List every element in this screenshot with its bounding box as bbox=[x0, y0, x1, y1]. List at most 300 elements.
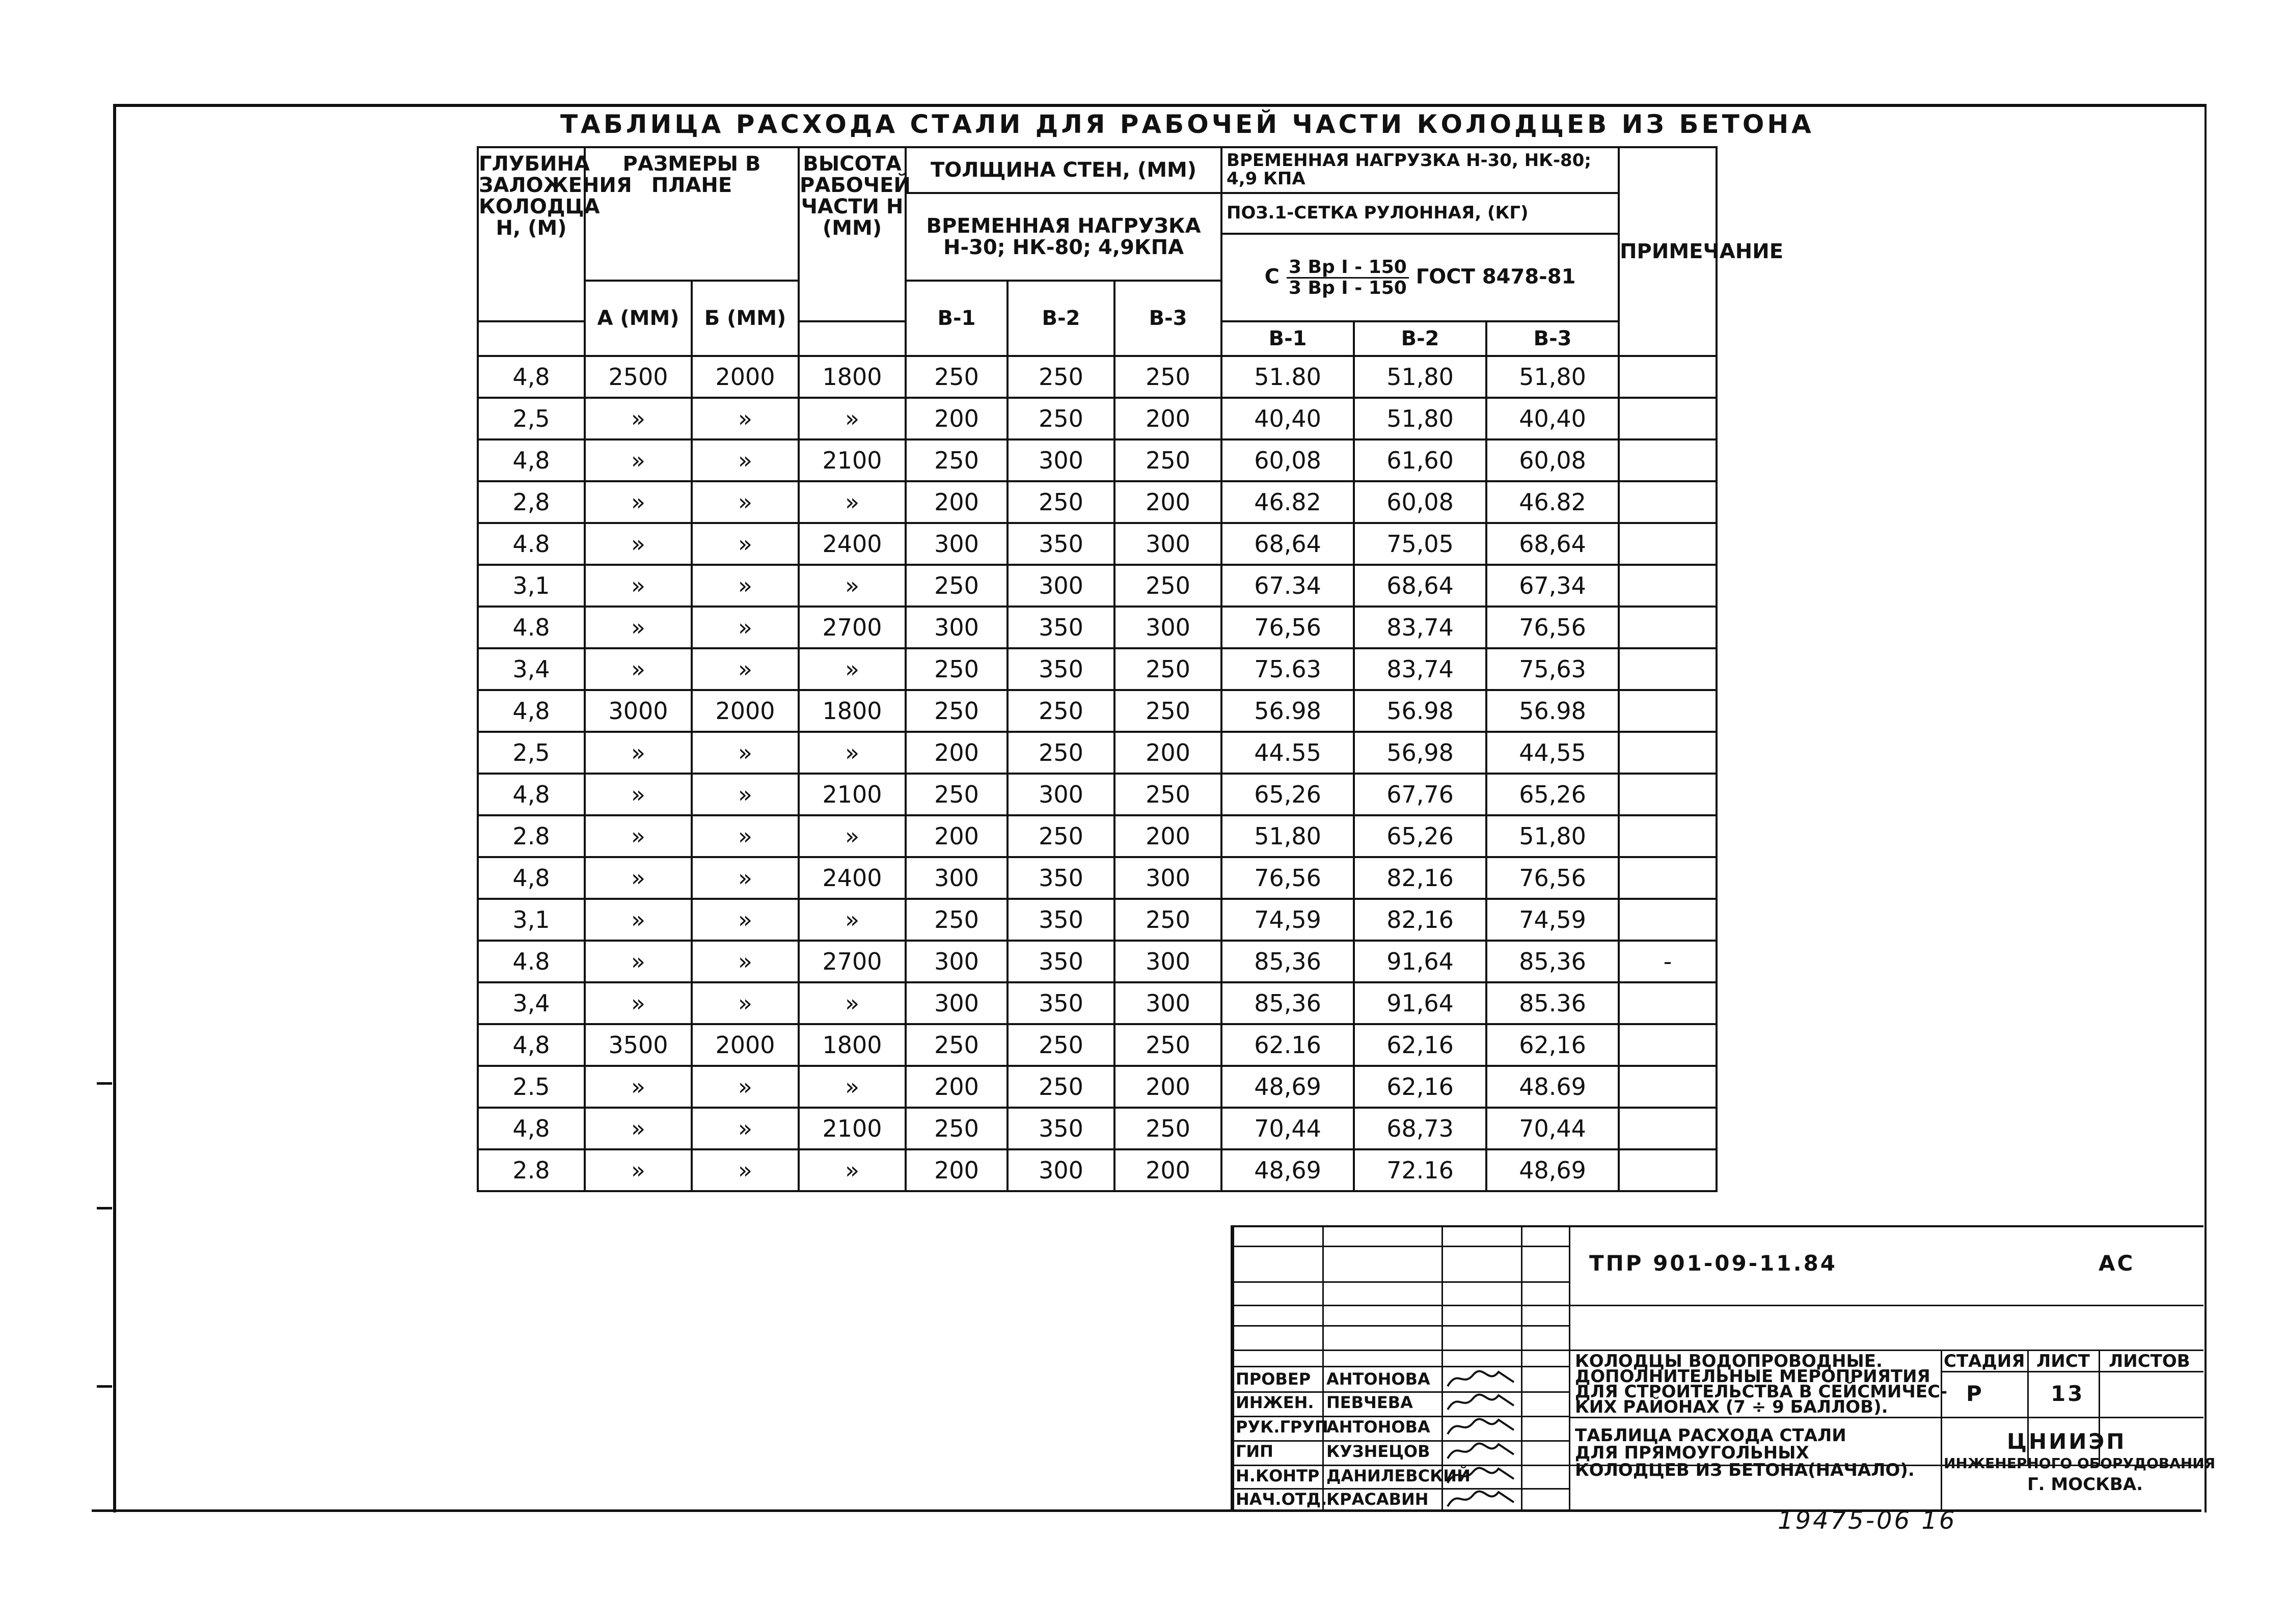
table-cell: 250 bbox=[1008, 690, 1114, 732]
table-cell: 250 bbox=[1008, 1066, 1114, 1108]
table-cell: 1800 bbox=[799, 690, 906, 732]
table-cell: 2400 bbox=[799, 523, 906, 565]
table-cell: 4.8 bbox=[478, 523, 585, 565]
table-cell: » bbox=[692, 1149, 799, 1191]
table-cell: 250 bbox=[906, 1108, 1008, 1149]
table-cell: 91,64 bbox=[1354, 941, 1486, 982]
handwritten-signature bbox=[1443, 1487, 1519, 1509]
table-cell: 2,5 bbox=[478, 398, 585, 439]
header-mesh: ПОЗ.1-СЕТКА РУЛОННАЯ, (КГ) bbox=[1221, 193, 1619, 234]
table-row bbox=[478, 857, 1717, 899]
table-cell: 74,59 bbox=[1221, 899, 1354, 941]
table-cell: 250 bbox=[1008, 398, 1114, 439]
table-cell: 200 bbox=[1114, 1149, 1221, 1191]
table-cell: 250 bbox=[1008, 356, 1114, 398]
table-cell: 3,4 bbox=[478, 982, 585, 1024]
table-cell: 250 bbox=[1008, 481, 1114, 523]
table-cell: 200 bbox=[1114, 815, 1221, 857]
table-cell: 350 bbox=[1008, 648, 1114, 690]
table-cell: 300 bbox=[1008, 439, 1114, 481]
table-cell: 56,98 bbox=[1354, 732, 1486, 774]
table-cell: 2000 bbox=[692, 356, 799, 398]
table-cell: 4,8 bbox=[478, 774, 585, 815]
signature-name: АНТОНОВА bbox=[1326, 1369, 1430, 1389]
table-cell: 56.98 bbox=[1486, 690, 1619, 732]
table-cell bbox=[1619, 1024, 1717, 1066]
table-cell: 60,08 bbox=[1486, 439, 1619, 481]
header-a: А (ММ) bbox=[585, 281, 692, 356]
table-cell: 2.5 bbox=[478, 1066, 585, 1108]
table-cell: 85,36 bbox=[1221, 941, 1354, 982]
table-cell: 200 bbox=[906, 732, 1008, 774]
table-cell: 250 bbox=[1114, 356, 1221, 398]
header-sizes: РАЗМЕРЫ В ПЛАНЕ bbox=[585, 147, 799, 281]
margin-tick bbox=[97, 1385, 112, 1388]
sheet-title-1: ТАБЛИЦА РАСХОДА СТАЛИ bbox=[1575, 1425, 1846, 1446]
table-cell: 250 bbox=[1114, 648, 1221, 690]
table-cell: » bbox=[692, 1108, 799, 1149]
table-cell: » bbox=[585, 607, 692, 648]
signature-role: ГИП bbox=[1236, 1442, 1273, 1461]
table-cell: 350 bbox=[1008, 982, 1114, 1024]
table-cell: 2700 bbox=[799, 607, 906, 648]
table-cell: 85.36 bbox=[1486, 982, 1619, 1024]
table-cell: 75,63 bbox=[1486, 648, 1619, 690]
table-cell: 74,59 bbox=[1486, 899, 1619, 941]
table-cell: 60,08 bbox=[1354, 481, 1486, 523]
table-cell: 200 bbox=[906, 815, 1008, 857]
table-cell bbox=[1619, 815, 1717, 857]
table-cell: » bbox=[799, 815, 906, 857]
table-cell: 2500 bbox=[585, 356, 692, 398]
table-cell: » bbox=[692, 398, 799, 439]
table-cell: 48.69 bbox=[1486, 1066, 1619, 1108]
table-cell: 4,8 bbox=[478, 690, 585, 732]
table-cell bbox=[1619, 648, 1717, 690]
header-mesh-b1: В-1 bbox=[1221, 321, 1354, 356]
table-row bbox=[478, 523, 1717, 565]
table-cell: 250 bbox=[906, 690, 1008, 732]
header-depth: ГЛУБИНА ЗАЛОЖЕНИЯ КОЛОДЦА Н, (М) bbox=[478, 147, 585, 321]
table-cell bbox=[1619, 565, 1717, 607]
table-cell: » bbox=[692, 899, 799, 941]
table-cell bbox=[1619, 690, 1717, 732]
table-cell: » bbox=[585, 481, 692, 523]
table-cell: 62,16 bbox=[1354, 1066, 1486, 1108]
table-cell: 62,16 bbox=[1354, 1024, 1486, 1066]
table-cell: 250 bbox=[1114, 774, 1221, 815]
table-cell: » bbox=[585, 899, 692, 941]
table-cell: 200 bbox=[906, 1066, 1008, 1108]
signature-role: РУК.ГРУП bbox=[1236, 1417, 1328, 1437]
table-cell bbox=[1619, 1066, 1717, 1108]
table-cell: 40,40 bbox=[1486, 398, 1619, 439]
table-cell: 250 bbox=[906, 439, 1008, 481]
table-cell: 200 bbox=[906, 1149, 1008, 1191]
table-cell bbox=[1619, 607, 1717, 648]
table-cell: » bbox=[799, 481, 906, 523]
table-cell: 250 bbox=[906, 774, 1008, 815]
table-cell: » bbox=[585, 1066, 692, 1108]
table-cell: 350 bbox=[1008, 941, 1114, 982]
table-cell: 3,1 bbox=[478, 565, 585, 607]
table-cell: 60,08 bbox=[1221, 439, 1354, 481]
table-cell: 83,74 bbox=[1354, 648, 1486, 690]
table-row bbox=[478, 1108, 1717, 1149]
table-cell: 200 bbox=[1114, 732, 1221, 774]
header-note: ПРИМЕЧАНИЕ bbox=[1619, 147, 1717, 356]
table-cell: » bbox=[799, 982, 906, 1024]
table-cell: 82,16 bbox=[1354, 899, 1486, 941]
table-cell bbox=[1619, 1149, 1717, 1191]
header-wall-b1: В-1 bbox=[906, 281, 1008, 356]
table-cell: 48,69 bbox=[1221, 1149, 1354, 1191]
table-cell: » bbox=[799, 1149, 906, 1191]
header-walls-load: ВРЕМЕННАЯ НАГРУЗКА Н-30; НК-80; 4,9КПА bbox=[906, 193, 1221, 281]
table-cell: » bbox=[585, 565, 692, 607]
table-cell: 300 bbox=[1114, 523, 1221, 565]
table-cell: 85,36 bbox=[1221, 982, 1354, 1024]
table-cell: » bbox=[692, 648, 799, 690]
table-row bbox=[478, 1024, 1717, 1066]
document-number: 19475-06 16 bbox=[1778, 1506, 1957, 1535]
table-cell: 300 bbox=[906, 941, 1008, 982]
table-cell bbox=[1619, 481, 1717, 523]
signature-name: ДАНИЛЕВСКИЙ bbox=[1326, 1466, 1471, 1485]
table-cell: 2000 bbox=[692, 690, 799, 732]
table-cell: 250 bbox=[1114, 439, 1221, 481]
margin-tick bbox=[97, 1082, 112, 1085]
table-cell: » bbox=[692, 857, 799, 899]
table-row bbox=[478, 690, 1717, 732]
table-cell: 250 bbox=[906, 356, 1008, 398]
table-cell: 350 bbox=[1008, 523, 1114, 565]
signature-role: ПРОВЕР bbox=[1236, 1369, 1311, 1389]
table-cell: » bbox=[692, 565, 799, 607]
table-cell: 250 bbox=[1008, 815, 1114, 857]
signature-role: ИНЖЕН. bbox=[1236, 1393, 1314, 1412]
table-cell: 250 bbox=[906, 899, 1008, 941]
table-cell: 250 bbox=[1114, 1024, 1221, 1066]
table-cell: 4.8 bbox=[478, 607, 585, 648]
table-row bbox=[478, 481, 1717, 523]
handwritten-signature bbox=[1443, 1367, 1519, 1389]
table-cell: 300 bbox=[1114, 982, 1221, 1024]
table-cell: 4,8 bbox=[478, 356, 585, 398]
header-height-lower bbox=[799, 321, 906, 356]
table-cell: 350 bbox=[1008, 1108, 1114, 1149]
table-cell: 2400 bbox=[799, 857, 906, 899]
table-cell: 65,26 bbox=[1486, 774, 1619, 815]
list-label: ЛИСТ bbox=[2036, 1351, 2090, 1371]
table-cell: 250 bbox=[1114, 690, 1221, 732]
sheet-title-3: КОЛОДЦЕВ ИЗ БЕТОНА(НАЧАЛО). bbox=[1575, 1460, 1915, 1480]
table-cell bbox=[1619, 439, 1717, 481]
table-cell: 44.55 bbox=[1221, 732, 1354, 774]
table-cell: 76,56 bbox=[1221, 607, 1354, 648]
table-cell: 250 bbox=[1114, 899, 1221, 941]
table-cell: » bbox=[799, 732, 906, 774]
table-cell: 300 bbox=[1008, 774, 1114, 815]
table-cell: 51,80 bbox=[1221, 815, 1354, 857]
table-cell: 48,69 bbox=[1486, 1149, 1619, 1191]
table-cell: » bbox=[799, 565, 906, 607]
table-cell: 2.8 bbox=[478, 1149, 585, 1191]
table-cell: 250 bbox=[906, 565, 1008, 607]
table-cell: 2.8 bbox=[478, 815, 585, 857]
table-cell: 250 bbox=[1008, 1024, 1114, 1066]
table-cell: 65,26 bbox=[1354, 815, 1486, 857]
table-cell: 200 bbox=[1114, 398, 1221, 439]
table-cell: 46.82 bbox=[1486, 481, 1619, 523]
table-cell: 51,80 bbox=[1354, 356, 1486, 398]
table-cell: » bbox=[799, 1066, 906, 1108]
header-wall-b2: В-2 bbox=[1008, 281, 1114, 356]
table-cell bbox=[1619, 1108, 1717, 1149]
table-cell: 3,4 bbox=[478, 648, 585, 690]
list-value: 13 bbox=[2051, 1381, 2085, 1406]
table-cell: 2,5 bbox=[478, 732, 585, 774]
table-cell: 62,16 bbox=[1486, 1024, 1619, 1066]
table-cell: 2100 bbox=[799, 1108, 906, 1149]
table-cell bbox=[1619, 899, 1717, 941]
table-cell: » bbox=[585, 648, 692, 690]
table-cell: » bbox=[799, 648, 906, 690]
table-cell: 85,36 bbox=[1486, 941, 1619, 982]
table-cell: 250 bbox=[1114, 1108, 1221, 1149]
signature-name: АНТОНОВА bbox=[1326, 1417, 1430, 1437]
header-walls: ТОЛЩИНА СТЕН, (ММ) bbox=[906, 147, 1221, 193]
org-name: ЦНИИЭП bbox=[2007, 1429, 2127, 1454]
table-cell: 300 bbox=[1114, 941, 1221, 982]
formula-gost: ГОСТ 8478-81 bbox=[1416, 265, 1576, 288]
table-cell: » bbox=[585, 774, 692, 815]
table-row bbox=[478, 356, 1717, 398]
table-row bbox=[478, 607, 1717, 648]
table-cell: 300 bbox=[906, 523, 1008, 565]
table-row bbox=[478, 398, 1717, 439]
table-cell: 68,64 bbox=[1354, 565, 1486, 607]
desc-line-1: КОЛОДЦЫ ВОДОПРОВОДНЫЕ. bbox=[1575, 1351, 1883, 1371]
handwritten-signature bbox=[1443, 1439, 1519, 1462]
table-cell: 4,8 bbox=[478, 1108, 585, 1149]
table-cell bbox=[1619, 732, 1717, 774]
table-cell: » bbox=[585, 941, 692, 982]
table-cell bbox=[1619, 774, 1717, 815]
table-cell: » bbox=[585, 398, 692, 439]
table-cell: 51,80 bbox=[1486, 356, 1619, 398]
header-wall-b3: В-3 bbox=[1114, 281, 1221, 356]
table-cell: 300 bbox=[1008, 565, 1114, 607]
signature-name: КРАСАВИН bbox=[1326, 1490, 1429, 1509]
table-cell: » bbox=[692, 607, 799, 648]
handwritten-signature bbox=[1443, 1390, 1519, 1413]
table-cell: 51,80 bbox=[1354, 398, 1486, 439]
drawing-mark: АС bbox=[2099, 1251, 2135, 1276]
table-cell: » bbox=[585, 439, 692, 481]
table-cell: 300 bbox=[1114, 607, 1221, 648]
table-cell: 250 bbox=[906, 1024, 1008, 1066]
table-cell: 76,56 bbox=[1221, 857, 1354, 899]
table-cell: 3,1 bbox=[478, 899, 585, 941]
table-cell: 44,55 bbox=[1486, 732, 1619, 774]
header-load: ВРЕМЕННАЯ НАГРУЗКА Н-30, НК-80; 4,9 КПА bbox=[1221, 147, 1619, 193]
org-dept: ИНЖЕНЕРНОГО ОБОРУДОВАНИЯ bbox=[1944, 1455, 2216, 1472]
handwritten-signature bbox=[1443, 1464, 1519, 1486]
stage-value: Р bbox=[1966, 1381, 1984, 1406]
table-cell: 40,40 bbox=[1221, 398, 1354, 439]
table-cell: 65,26 bbox=[1221, 774, 1354, 815]
table-cell: 300 bbox=[1114, 857, 1221, 899]
table-row bbox=[478, 815, 1717, 857]
signature-name: КУЗНЕЦОВ bbox=[1326, 1442, 1430, 1461]
table-row bbox=[478, 732, 1717, 774]
table-cell: 67,76 bbox=[1354, 774, 1486, 815]
table-cell: 67,34 bbox=[1486, 565, 1619, 607]
desc-line-4: КИХ РАЙОНАХ (7 ÷ 9 БАЛЛОВ). bbox=[1575, 1397, 1888, 1417]
table-cell: 1800 bbox=[799, 1024, 906, 1066]
table-cell: 250 bbox=[1114, 565, 1221, 607]
table-cell: » bbox=[692, 732, 799, 774]
table-cell bbox=[1619, 356, 1717, 398]
table-cell bbox=[1619, 982, 1717, 1024]
table-cell: » bbox=[799, 398, 906, 439]
table-cell: 70,44 bbox=[1486, 1108, 1619, 1149]
table-cell: » bbox=[692, 481, 799, 523]
table-cell: 51.80 bbox=[1221, 356, 1354, 398]
table-cell: 3500 bbox=[585, 1024, 692, 1066]
table-cell: 300 bbox=[1008, 1149, 1114, 1191]
lists-label: ЛИСТОВ bbox=[2109, 1351, 2190, 1371]
table-cell: 76,56 bbox=[1486, 857, 1619, 899]
table-cell: 2700 bbox=[799, 941, 906, 982]
sheet-title-2: ДЛЯ ПРЯМОУГОЛЬНЫХ bbox=[1575, 1443, 1809, 1463]
table-cell: » bbox=[799, 899, 906, 941]
table-cell: 2100 bbox=[799, 774, 906, 815]
stage-label: СТАДИЯ bbox=[1944, 1351, 2025, 1371]
table-row bbox=[478, 565, 1717, 607]
table-cell bbox=[1619, 398, 1717, 439]
table-cell: - bbox=[1619, 941, 1717, 982]
table-cell: 72.16 bbox=[1354, 1149, 1486, 1191]
table-cell: 350 bbox=[1008, 607, 1114, 648]
table-row bbox=[478, 774, 1717, 815]
handwritten-signature bbox=[1443, 1415, 1519, 1437]
header-height: ВЫСОТА РАБОЧЕЙ ЧАСТИ Н (ММ) bbox=[799, 147, 906, 321]
table-cell: 250 bbox=[906, 648, 1008, 690]
table-row bbox=[478, 899, 1717, 941]
table-cell: 68,64 bbox=[1486, 523, 1619, 565]
org-city: Г. МОСКВА. bbox=[2027, 1474, 2143, 1495]
table-cell: » bbox=[692, 523, 799, 565]
table-cell: 2,8 bbox=[478, 481, 585, 523]
table-cell: » bbox=[692, 982, 799, 1024]
table-cell: 200 bbox=[906, 481, 1008, 523]
table-cell: 200 bbox=[1114, 481, 1221, 523]
table-cell: 4,8 bbox=[478, 1024, 585, 1066]
table-cell: » bbox=[692, 815, 799, 857]
title-block bbox=[1231, 1225, 2216, 1511]
table-row bbox=[478, 941, 1717, 982]
table-body bbox=[478, 356, 1717, 1191]
table-cell: 75.63 bbox=[1221, 648, 1354, 690]
table-cell: 56.98 bbox=[1221, 690, 1354, 732]
table-cell: » bbox=[692, 941, 799, 982]
margin-tick bbox=[97, 1207, 112, 1209]
formula-prefix: С bbox=[1264, 265, 1280, 288]
table-cell: 76,56 bbox=[1486, 607, 1619, 648]
table-cell: 75,05 bbox=[1354, 523, 1486, 565]
table-cell: 67.34 bbox=[1221, 565, 1354, 607]
table-cell bbox=[1619, 523, 1717, 565]
header-mesh-b2: В-2 bbox=[1354, 321, 1486, 356]
table-row bbox=[478, 1066, 1717, 1108]
table-cell: 250 bbox=[1008, 732, 1114, 774]
table-cell: » bbox=[692, 774, 799, 815]
table-cell: 83,74 bbox=[1354, 607, 1486, 648]
table-cell: 56.98 bbox=[1354, 690, 1486, 732]
table-cell: 70,44 bbox=[1221, 1108, 1354, 1149]
table-cell: » bbox=[585, 815, 692, 857]
signature-role: НАЧ.ОТД. bbox=[1236, 1490, 1327, 1509]
table-row bbox=[478, 648, 1717, 690]
table-title: ТАБЛИЦА РАСХОДА СТАЛИ ДЛЯ РАБОЧЕЙ ЧАСТИ КОЛОДЦЕВ ИЗ БЕТОНА bbox=[560, 109, 1814, 139]
table-cell: 62.16 bbox=[1221, 1024, 1354, 1066]
header-mesh-b3: В-3 bbox=[1486, 321, 1619, 356]
table-cell: » bbox=[585, 982, 692, 1024]
signature-name: ПЕВЧЕВА bbox=[1326, 1393, 1413, 1412]
desc-line-2: ДОПОЛНИТЕЛЬНЫЕ МЕРОПРИЯТИЯ bbox=[1575, 1366, 1930, 1387]
table-cell: » bbox=[585, 857, 692, 899]
table-cell: 4,8 bbox=[478, 857, 585, 899]
table-cell: 46.82 bbox=[1221, 481, 1354, 523]
table-row bbox=[478, 439, 1717, 481]
table-cell: 200 bbox=[1114, 1066, 1221, 1108]
formula-fraction bbox=[1287, 258, 1409, 298]
table-cell: 300 bbox=[906, 857, 1008, 899]
table-cell: 4.8 bbox=[478, 941, 585, 982]
table-cell bbox=[1619, 857, 1717, 899]
table-cell: » bbox=[585, 732, 692, 774]
table-cell: 82,16 bbox=[1354, 857, 1486, 899]
table-cell: » bbox=[585, 1149, 692, 1191]
header-depth-lower bbox=[478, 321, 585, 356]
table-cell: » bbox=[585, 1108, 692, 1149]
header-b: Б (ММ) bbox=[692, 281, 799, 356]
table-cell: 350 bbox=[1008, 899, 1114, 941]
table-cell: 68,73 bbox=[1354, 1108, 1486, 1149]
formula-numerator: 3 Вр I - 150 bbox=[1287, 258, 1409, 279]
table-cell: » bbox=[692, 439, 799, 481]
project-code: ТПР 901-09-11.84 bbox=[1589, 1251, 1838, 1276]
desc-line-3: ДЛЯ СТРОИТЕЛЬСТВА В СЕЙСМИЧЕС- bbox=[1575, 1382, 1948, 1402]
table-cell: 61,60 bbox=[1354, 439, 1486, 481]
table-cell: 91,64 bbox=[1354, 982, 1486, 1024]
steel-consumption-table bbox=[477, 146, 1784, 1192]
table-cell: 300 bbox=[906, 607, 1008, 648]
table-cell: » bbox=[692, 1066, 799, 1108]
table-cell: » bbox=[585, 523, 692, 565]
table-cell: 350 bbox=[1008, 857, 1114, 899]
table-cell: 3000 bbox=[585, 690, 692, 732]
table-cell: 200 bbox=[906, 398, 1008, 439]
table-cell: 2100 bbox=[799, 439, 906, 481]
table-cell: 68,64 bbox=[1221, 523, 1354, 565]
table-cell: 2000 bbox=[692, 1024, 799, 1066]
table-cell: 300 bbox=[906, 982, 1008, 1024]
table-cell: 4,8 bbox=[478, 439, 585, 481]
signature-role: Н.КОНТР bbox=[1236, 1466, 1320, 1485]
